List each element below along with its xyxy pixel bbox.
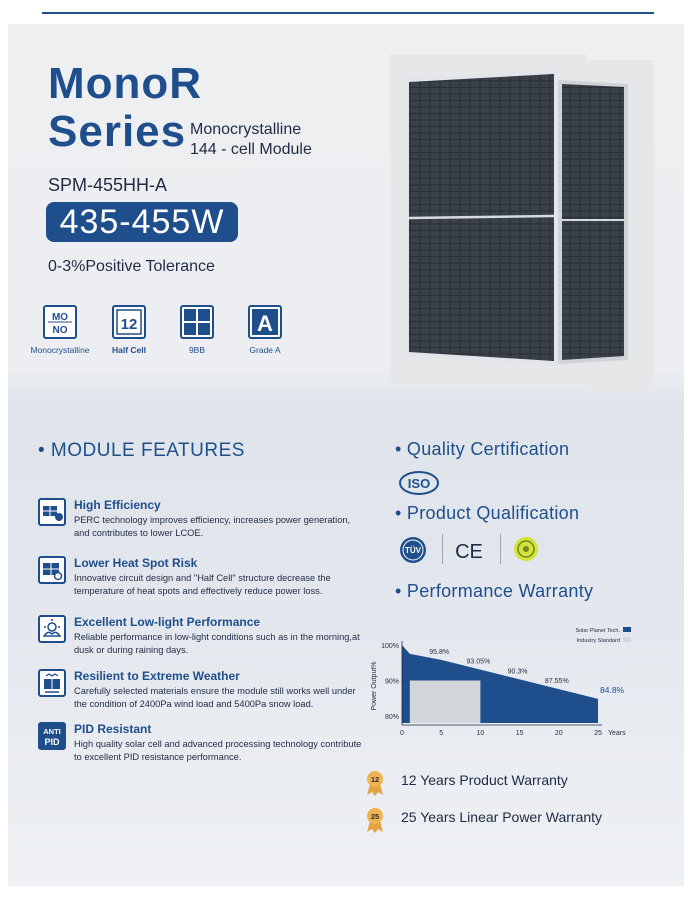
anti-pid-glyph-bottom: PID [44,737,60,747]
low-light-icon [38,615,66,643]
feature-extreme-weather [38,669,368,711]
feature-title: Resilient to Extreme Weather [74,669,240,683]
mono-glyph-bottom: NO [52,325,68,336]
y-tick-label: 100% [381,643,399,650]
x-tick-label: 5 [439,730,444,737]
cert-divider [500,534,501,564]
y-axis-label: Power Output% [371,661,378,711]
power-range-badge: 435-455W [46,202,238,242]
y-tick-label: 90% [384,678,399,686]
tuv-logo-icon [398,535,428,565]
medal-icon [365,807,385,833]
feature-description: High quality solar cell and advanced processing technology contribute to excellent PID resistance performance. [74,739,362,762]
hot-spot-icon [38,556,66,584]
iso-logo-icon [398,470,440,496]
anti-pid-icon [38,722,66,750]
badge-label: Monocrystalline [30,345,90,355]
badge-label: Half Cell [111,345,146,355]
module-subtitle [190,120,312,160]
data-label: 93.05% [466,658,491,666]
feature-title: High Efficiency [74,498,161,512]
legend-label: Solar Planet Tech. [575,628,620,634]
quality-certification-heading: • Quality Certification [395,439,570,459]
legend-label: Industry Standard [576,638,620,644]
x-tick-label: 25 [594,730,602,737]
weather-icon [38,669,66,697]
feature-pid-resistant [38,722,368,764]
badge-label: Grade A [249,345,281,355]
data-label: 87.55% [544,678,569,686]
model-number: SPM-455HH-A [48,175,168,195]
x-tick-label: 0 [400,730,404,737]
series-title [48,59,203,156]
performance-warranty-chart [366,622,636,750]
x-tick-label: 15 [515,730,524,737]
performance-warranty-heading: • Performance Warranty [395,581,594,601]
medal-years: 25 [370,812,380,821]
anti-pid-glyph-top: ANTI [43,727,61,736]
feature-description: Carefully selected materials ensure the module still works well under the condition of 2400Pa wind load and 5400Pa snow load. [74,686,356,709]
feature-low-light [38,615,368,657]
feature-description: Reliable performance in low-light conditions such as in the morning,at dusk or during raining days. [74,632,360,655]
medal-icon [365,770,385,796]
x-tick-label: 10 [476,730,485,737]
feature-title: Excellent Low-light Performance [74,615,261,629]
ce-text: CE [455,541,483,562]
chart-legend [575,627,631,644]
solar-panel-icon [38,498,66,526]
warranty-label: 25 Years Linear Power Warranty [401,809,603,825]
mono-glyph-top: MO [51,312,69,323]
feature-description: PERC technology improves efficiency, increases power generation, and contributes to lower LCOE. [74,515,351,538]
cert-divider [442,534,443,564]
feature-title: Lower Heat Spot Risk [74,556,198,570]
legend-swatch [623,637,631,642]
iso-text: ISO [407,476,431,491]
module-features-heading: • MODULE FEATURES [38,440,245,461]
solar-panel-image [400,68,636,368]
feature-heat-spot [38,556,368,598]
data-label: 95.8% [429,648,450,656]
warranty-label: 12 Years Product Warranty [401,772,568,788]
feature-title: PID Resistant [74,722,152,736]
half-cell-glyph: 12 [120,316,138,333]
9bb-icon [180,305,214,339]
top-rule [42,12,654,14]
grade-a-icon [248,305,282,339]
medal-years: 12 [370,775,380,784]
subtitle-line1: Monocrystalline [190,121,302,138]
x-axis-label: Years [608,730,626,737]
feature-high-efficiency [38,498,368,540]
certification-seal-icon [512,535,540,563]
grade-a-glyph: A [257,311,273,336]
feature-description: Innovative circuit design and "Half Cell" structure decrease the temperature of heat spots and effectively reduce power loss. [74,573,331,596]
series-title-line1: MonoR [48,59,203,108]
badge-label: 9BB [188,345,206,355]
subtitle-line2: 144 - cell Module [190,141,312,158]
data-label: 84.8% [600,684,625,695]
ce-mark-icon [454,538,484,562]
y-tick-label: 80% [384,713,399,721]
x-tick-label: 20 [554,730,563,737]
legend-swatch [623,627,631,632]
series-title-line2: Series [48,107,187,156]
badge-grade-a [225,305,305,355]
mono-icon [43,305,77,339]
data-label: 90.3% [507,668,528,676]
product-qualification-heading: • Product Qualification [395,503,580,523]
tuv-text: TÜV [405,546,421,555]
half-cell-icon [112,305,146,339]
industry-standard-block [410,680,481,723]
badge-monocrystalline [20,305,100,355]
tolerance-text: 0-3%Positive Tolerance [48,258,215,275]
